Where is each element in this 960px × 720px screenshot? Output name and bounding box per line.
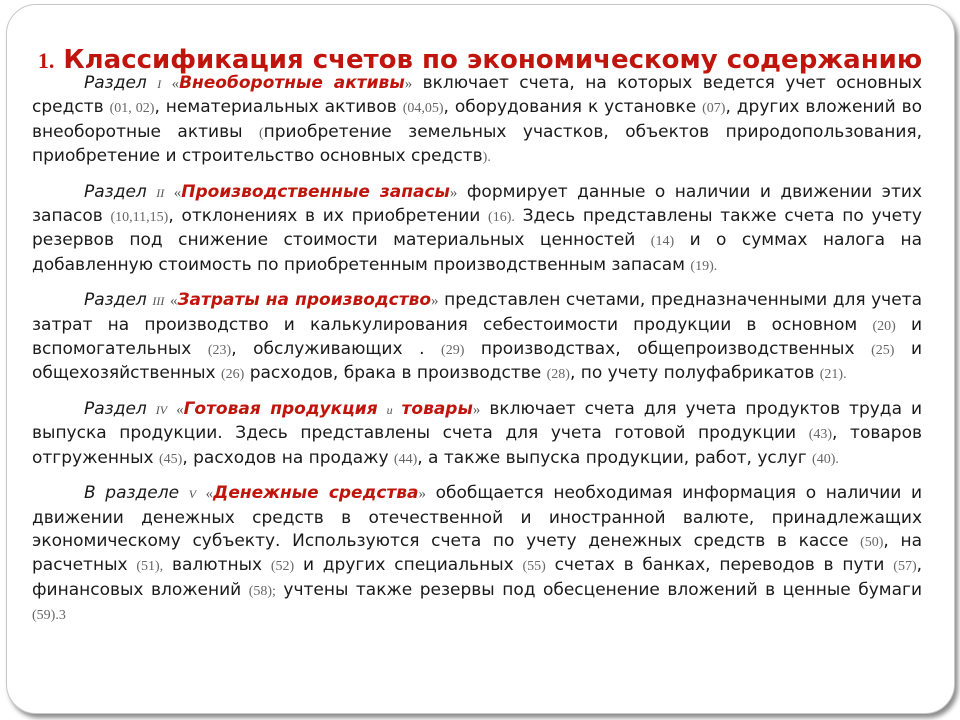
account-code: (45) xyxy=(158,451,183,467)
section-paragraph xyxy=(32,72,922,170)
section-text: , расходов на продажу xyxy=(182,447,394,468)
account-code: ( xyxy=(258,125,264,141)
section-text: расходов, брака в производстве xyxy=(244,363,547,384)
section-text: и о суммах налога на добавленную стоимость по приобретенным производственным запасам xyxy=(32,230,922,275)
section-lead: Раздел xyxy=(84,181,147,202)
account-code: (57) xyxy=(893,559,917,575)
section-roman-numeral: II xyxy=(156,185,165,200)
quote-open: « xyxy=(205,486,214,503)
section-name: Затраты на производство xyxy=(177,290,432,311)
section-paragraph xyxy=(32,398,922,471)
account-code: (44) xyxy=(393,451,418,467)
account-code: (25) xyxy=(871,343,895,359)
section-text: представлен счетами, предназначенными для учета затрат на производство и калькулирования себестоимости продукции в основном xyxy=(32,290,923,335)
account-code: (55) xyxy=(522,559,546,575)
section-name: Внеоборотные активы xyxy=(179,73,405,93)
account-code: (43) xyxy=(808,427,833,443)
section-text: и других специальных xyxy=(294,555,523,576)
section-text: , нематериальных активов xyxy=(154,97,403,118)
account-code: (52) xyxy=(270,559,295,575)
quote-close: » xyxy=(431,293,439,310)
account-code: (50) xyxy=(860,534,884,550)
account-code: (07) xyxy=(702,101,726,117)
section-text: , по учету полуфабрикатов xyxy=(569,363,820,384)
section-lead: Раздел xyxy=(84,73,147,93)
section-paragraph xyxy=(32,482,922,627)
title-number: 1. xyxy=(37,48,55,73)
account-code: (01, 02) xyxy=(109,101,155,117)
section-text: учтены также резервы под обесценение вложений в ценные бумаги xyxy=(275,579,922,600)
section-text: включает счета для учета продуктов труда и выпуска продукции. Здесь представлены счета для учета готовой продукции xyxy=(32,398,922,444)
quote-open: « xyxy=(173,184,182,201)
quote-close: » xyxy=(418,486,426,503)
account-code: (19). xyxy=(690,258,718,274)
section-text: и вспомогательных xyxy=(32,314,922,360)
account-code: (10,11,15) xyxy=(110,210,169,226)
account-code: (40). xyxy=(812,451,839,467)
account-code: ). xyxy=(482,150,491,166)
section-text: , а также выпуска продукции, работ, услуг xyxy=(417,447,813,468)
section-name: Готовая продукция xyxy=(183,398,378,419)
quote-close: » xyxy=(404,76,413,92)
section-text: , оборудования к установке xyxy=(443,97,703,118)
section-text: , на расчетных xyxy=(32,530,922,576)
section-text: приобретение земельных участков, объектов природопользования, приобретение и строительство основных средств xyxy=(32,121,922,167)
account-code: (58); xyxy=(248,583,276,599)
account-code: (29) xyxy=(441,343,465,359)
section-text: , товаров отгруженных xyxy=(32,423,923,468)
section-text: формирует данные о наличии и движении этих запасов xyxy=(32,181,923,227)
content-body xyxy=(32,72,922,639)
section-text: счетах в банках, переводов в пути xyxy=(545,555,894,576)
account-code: (59).3 xyxy=(32,608,66,624)
section-text: валютных xyxy=(163,555,271,576)
section-name: Производственные запасы xyxy=(181,181,450,202)
section-lead: В разделе xyxy=(84,483,180,504)
account-code: (26) xyxy=(220,367,245,383)
account-code: (04,05) xyxy=(402,101,444,117)
quote-open: « xyxy=(171,76,180,92)
section-name: Денежные средства xyxy=(213,483,419,504)
section-roman-numeral: III xyxy=(152,294,165,309)
account-code: (14) xyxy=(650,234,675,250)
section-text: и общехозяйственных xyxy=(32,339,922,384)
section-text: Здесь представлены также счета по учету резервов под снижение стоимости материальных ценностей xyxy=(32,206,922,251)
title-text: Классификация счетов по экономическому содержанию xyxy=(63,45,923,75)
quote-open: « xyxy=(169,293,178,310)
account-code: (20) xyxy=(872,318,896,334)
section-paragraph xyxy=(32,181,922,279)
section-text: обобщается необходимая информация о наличии и движении денежных средств в отечественной и иностранной валюте, принадлежащих экономическому субъекту. Используются счета по учету денежных средств в кассе xyxy=(32,483,923,551)
section-name-conjunction: и xyxy=(386,402,393,417)
account-code: (23) xyxy=(207,343,232,359)
section-text: включает счета, на которых ведется учет основных средств xyxy=(32,73,923,118)
account-code: (16). xyxy=(488,210,515,226)
quote-close: » xyxy=(449,184,458,201)
account-code: (28) xyxy=(546,367,570,383)
section-roman-numeral: V xyxy=(188,487,197,502)
section-text: , других вложений во внеоборотные активы xyxy=(32,97,923,142)
section-lead: Раздел xyxy=(84,398,147,419)
section-text: , обслуживающих . xyxy=(231,339,442,360)
section-roman-numeral: IV xyxy=(155,402,168,417)
section-lead: Раздел xyxy=(84,290,147,311)
quote-open: « xyxy=(176,401,184,418)
account-code: (21). xyxy=(819,367,847,383)
account-code: (51), xyxy=(136,559,164,575)
section-text: , финансовых вложений xyxy=(32,555,923,600)
section-text: производствах, общепроизводственных xyxy=(464,339,872,360)
section-name-second: товары xyxy=(401,398,473,419)
quote-close: » xyxy=(472,401,481,418)
section-roman-numeral: I xyxy=(157,77,162,91)
section-paragraph xyxy=(32,289,922,387)
section-text: , отклонениях в их приобретении xyxy=(168,206,489,227)
